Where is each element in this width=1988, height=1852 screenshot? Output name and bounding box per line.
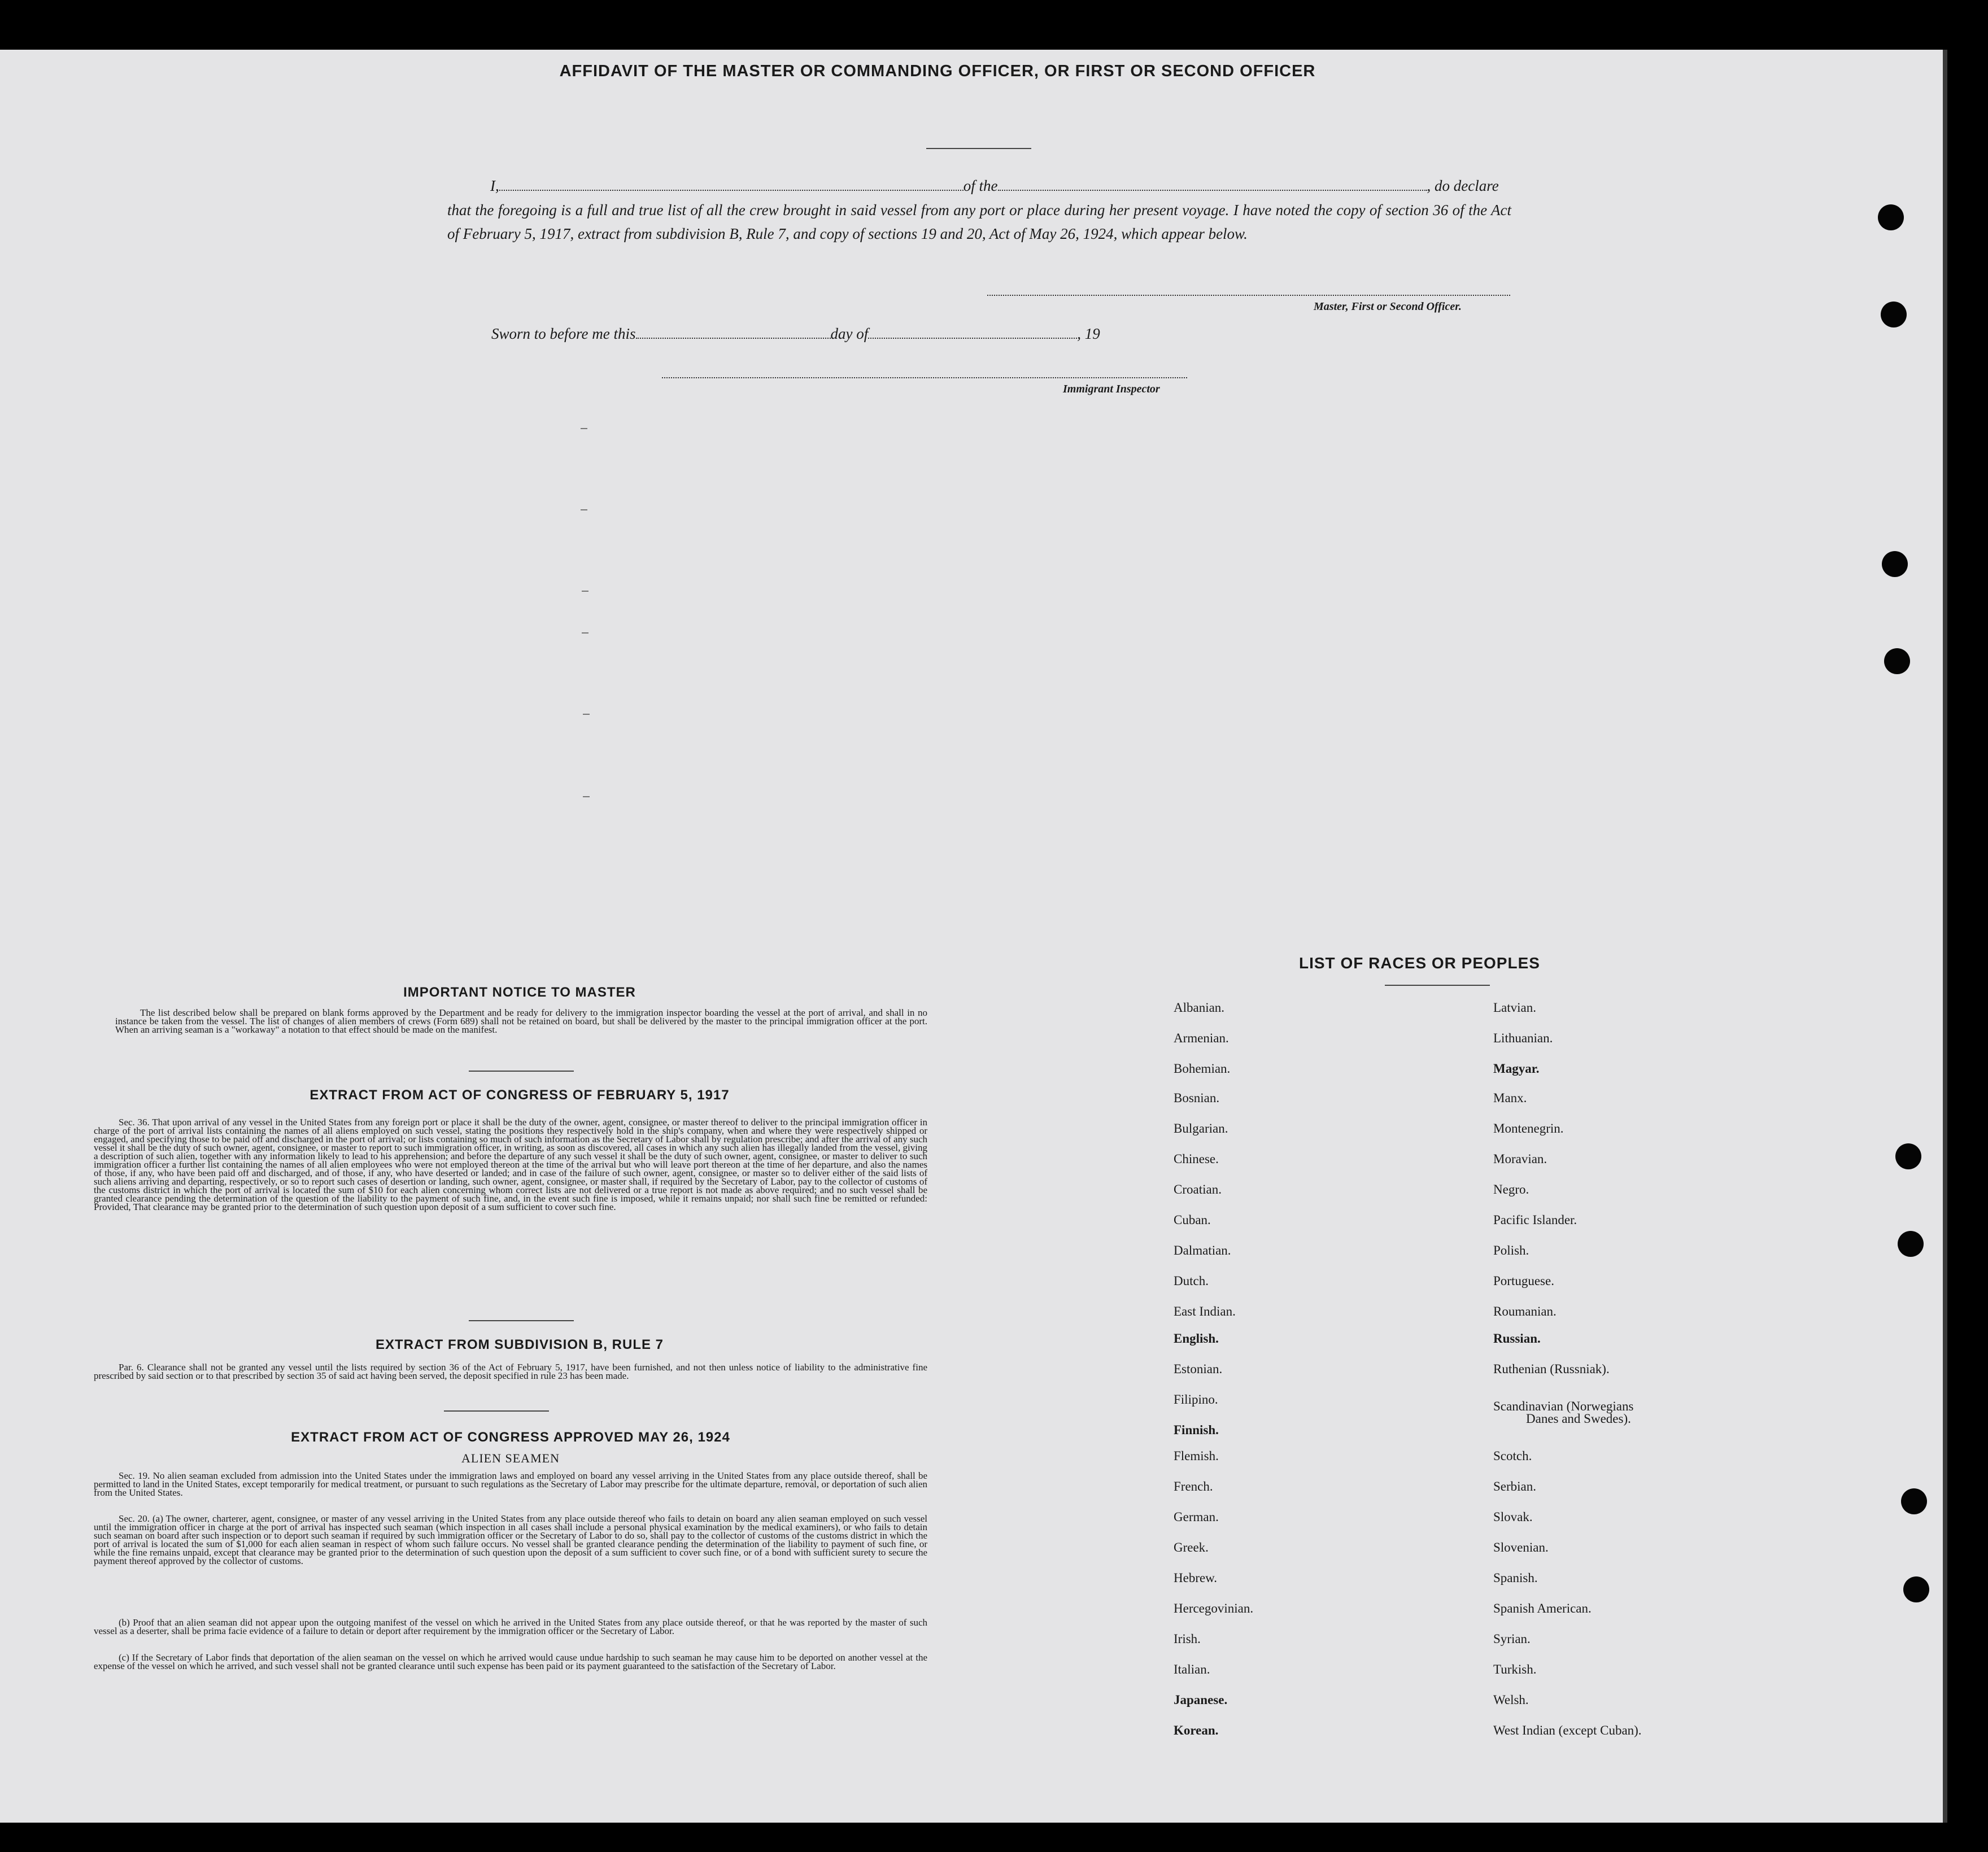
page-edge: [1943, 50, 1947, 1823]
race-item: Bulgarian.: [1174, 1121, 1228, 1135]
race-item: Spanish American.: [1493, 1601, 1592, 1615]
rule-7-text: Par. 6. Clearance shall not be granted any vessel until the lists required by section 36 of the Act of February 5, 1917, have been furnished, and not then unless notice of liability to the administrative fine prescribed by said section or to that prescribed by section 35 of said act having been served, the deposit specified in rule 23 has been made.: [94, 1362, 927, 1381]
race-item: Hercegovinian.: [1174, 1601, 1254, 1615]
punch-hole: [1878, 204, 1904, 230]
punch-hole: [1884, 648, 1910, 674]
register-mark: [581, 428, 587, 429]
race-item: Russian.: [1493, 1331, 1541, 1346]
declaration-text: that the foregoing is a full and true list of all the crew brought in said vessel from any port or place during her present voyage. I have noted the copy of section 36 of the Act of February 5, 1917, extract from subdivision B, Rule 7, and copy of sections 19 and 20, Act of May 26, 1924, which appear below.: [447, 202, 1511, 242]
race-item: Bosnian.: [1174, 1091, 1220, 1105]
race-item: Flemish.: [1174, 1449, 1219, 1463]
sec-20b-text: (b) Proof that an alien seaman did not appear upon the outgoing manifest of the vessel on which he arrived in the United States from any place outside thereof, or that he was reported by the master of such vessel as a deserter, shall be prima facie evidence of a failure to detain or deport after requirement by the immigration officer or the Secretary of Labor.: [94, 1617, 927, 1636]
punch-hole: [1901, 1488, 1927, 1514]
race-item: Irish.: [1174, 1632, 1201, 1646]
race-item: Dalmatian.: [1174, 1243, 1231, 1257]
race-item: Polish.: [1493, 1243, 1529, 1257]
rule-7-title: EXTRACT FROM SUBDIVISION B, RULE 7: [375, 1337, 664, 1352]
race-item: Magyar.: [1493, 1062, 1540, 1076]
race-item: Cuban.: [1174, 1213, 1211, 1227]
day-of-label: day of: [830, 325, 869, 342]
race-item: Slovak.: [1493, 1510, 1533, 1524]
sec-20a-text: Sec. 20. (a) The owner, charterer, agent, consignee, or master of any vessel arriving in the United States from any place outside thereof who fails to detain on board any alien seaman employed on such vessel until the immigration officer in charge at the port of arrival has inspected such seaman (which inspection in all cases shall include a personal physical examination by the medical examiners), or who fails to detain such seaman on board after such inspection or to deport such seaman if required by such immigration officer or the Secretary of Labor to do so, shall pay to the collector of customs of the customs district in which the port of arrival is located the sum of $1,000 for each alien seaman in respect of whom such failure occurs. No vessel shall be granted clearance pending the determination of the liability to payment of such fine, or while the fine remains unpaid, except that clearance may be granted prior to the determination of such question upon the deposit of a sum sufficient to cover such fine, or of a bond with sufficient surety to secure the payment thereof approved by the collector of customs.: [94, 1513, 927, 1566]
punch-hole: [1881, 302, 1907, 327]
register-mark: [582, 632, 588, 634]
punch-hole: [1903, 1576, 1929, 1602]
section-divider: [444, 1410, 549, 1412]
race-item: German.: [1174, 1510, 1219, 1524]
punch-hole: [1898, 1231, 1924, 1257]
races-title: LIST OF RACES OR PEOPLES: [1299, 954, 1540, 972]
register-mark: [583, 796, 590, 797]
race-item: Syrian.: [1493, 1632, 1531, 1646]
races-divider: [1385, 985, 1490, 986]
vessel-name-field[interactable]: [998, 177, 1427, 191]
officer-name-field[interactable]: [499, 177, 964, 191]
master-signature-label: Master, First or Second Officer.: [1314, 300, 1462, 313]
punch-hole: [1895, 1143, 1921, 1169]
sec-20c-text: (c) If the Secretary of Labor finds that deportation of the alien seaman on the vessel on which he arrived would cause undue hardship to such seaman he may cause him to be deported on another vessel at the expense of the vessel on which he arrived, and such vessel shall not be granted clearance until such expense has been paid or its payment guaranteed to the satisfaction of the Secretary of Labor.: [94, 1652, 927, 1671]
extract-1917-text: Sec. 36. That upon arrival of any vessel in the United States from any foreign port or place it shall be the duty of the owner, agent, consignee, or master thereof to deliver to the principal immigration officer in charge of the port of arrival lists containing the names of all aliens employed on such vessel, stating the positions they respectively hold in the ship's company, when and where they were respectively shipped or engaged, and specifying those to be paid off and discharged in the port of arrival; or lists containing so much of such information as the Secretary of Labor shall by regulation prescribe; and after the arrival of any such vessel it shall be the duty of such owner, agent, consignee, or master to report to such immigration officer, in writing, as soon as discovered, all cases in which any such alien has illegally landed from the vessel, giving a description of such alien, together with any information likely to lead to his apprehension; and before the departure of any such vessel it shall be the duty of such owner, agent, consignee, or master to deliver to such immigration officer a further list containing the names of all alien employees who were not employed thereon at the time of the arrival but who will leave port thereon at the time of her departure, and also the names of those, if any, who have been paid off and discharged, and of those, if any, who have deserted or landed; and in case of the failure of such owner, agent, consignee, or master so to deliver either of the said lists of such aliens arriving and departing, respectively, or so to report such cases of desertion or landing, such owner, agent, consignee, or master shall, if required by the Secretary of Labor, pay to the collector of customs of the customs district in which the port of arrival is located the sum of $10 for each alien concerning whom correct lists are not delivered or a true report is not made as above required; and no such vessel shall be granted clearance pending the determination of the question of the liability to the payment of such fine, and, in the event such fine is imposed, while it remains unpaid; nor shall such fine be remitted or refunded: Provided, That clearance may be granted prior to the determination of such question upon deposit of a sum sufficient to cover such fine.: [94, 1117, 927, 1212]
year-label: , 19: [1077, 325, 1100, 342]
race-item: East Indian.: [1174, 1304, 1236, 1318]
race-item: English.: [1174, 1331, 1219, 1346]
race-item: Hebrew.: [1174, 1571, 1218, 1585]
master-signature-line[interactable]: [987, 295, 1510, 296]
race-item: Italian.: [1174, 1662, 1210, 1676]
inspector-signature-label: Immigrant Inspector: [1063, 383, 1160, 395]
race-item: Welsh.: [1493, 1693, 1529, 1707]
section-divider: [469, 1071, 574, 1072]
race-item: Ruthenian (Russniak).: [1493, 1362, 1610, 1376]
race-item: Lithuanian.: [1493, 1031, 1553, 1045]
race-item: Pacific Islander.: [1493, 1213, 1577, 1227]
notice-title: IMPORTANT NOTICE TO MASTER: [403, 985, 636, 1000]
race-item: Korean.: [1174, 1723, 1219, 1737]
race-item: Scandinavian (Norwegians: [1493, 1399, 1634, 1413]
race-item: Latvian.: [1493, 1001, 1536, 1015]
race-item: French.: [1174, 1479, 1213, 1493]
inspector-signature-line[interactable]: [662, 377, 1187, 378]
race-item: Greek.: [1174, 1540, 1209, 1554]
race-item: Negro.: [1493, 1182, 1529, 1196]
extract-1917-title: EXTRACT FROM ACT OF CONGRESS OF FEBRUARY 5, 1917: [309, 1087, 730, 1103]
title-divider: [926, 148, 1031, 149]
affidavit-title: AFFIDAVIT OF THE MASTER OR COMMANDING OFFICER, OR FIRST OR SECOND OFFICER: [559, 62, 1316, 80]
extract-1924-title: EXTRACT FROM ACT OF CONGRESS APPROVED MAY 26, 1924: [291, 1430, 730, 1445]
race-item: Dutch.: [1174, 1274, 1209, 1288]
of-the-label: of the: [963, 177, 998, 194]
race-item: Bohemian.: [1174, 1062, 1231, 1076]
race-item: Slovenian.: [1493, 1540, 1549, 1554]
race-item: Scotch.: [1493, 1449, 1532, 1463]
sworn-day-field[interactable]: [636, 325, 831, 339]
race-item: Armenian.: [1174, 1031, 1229, 1045]
race-item: Portuguese.: [1493, 1274, 1554, 1288]
race-item: Finnish.: [1174, 1423, 1219, 1437]
race-item: Roumanian.: [1493, 1304, 1557, 1318]
sworn-line: [491, 325, 1100, 343]
race-item: Japanese.: [1174, 1693, 1228, 1707]
declaration-line: [490, 177, 1499, 195]
race-item: Danes and Swedes).: [1526, 1412, 1631, 1426]
race-item: Estonian.: [1174, 1362, 1223, 1376]
race-item: West Indian (except Cuban).: [1493, 1723, 1642, 1737]
race-item: Montenegrin.: [1493, 1121, 1564, 1135]
race-item: Croatian.: [1174, 1182, 1222, 1196]
register-mark: [582, 591, 588, 592]
race-item: Moravian.: [1493, 1152, 1547, 1166]
race-item: Chinese.: [1174, 1152, 1219, 1166]
register-mark: [581, 509, 587, 510]
race-item: Spanish.: [1493, 1571, 1538, 1585]
race-item: Albanian.: [1174, 1001, 1225, 1015]
section-divider: [469, 1320, 574, 1321]
i-label: I,: [490, 177, 499, 194]
extract-1924-subtitle: ALIEN SEAMEN: [461, 1451, 560, 1465]
race-item: Manx.: [1493, 1091, 1527, 1105]
race-item: Turkish.: [1493, 1662, 1537, 1676]
race-item: Filipino.: [1174, 1392, 1218, 1407]
register-mark: [583, 714, 590, 715]
sec-19-text: Sec. 19. No alien seaman excluded from admission into the United States under the immigration laws and employed on board any vessel arriving in the United States from any place outside thereof, shall be permitted to land in the United States, except temporarily for medical treatment, or pursuant to such regulations as the Secretary of Labor may prescribe for the ultimate departure, removal, or deportation of such alien from the United States.: [94, 1470, 927, 1498]
race-item: Serbian.: [1493, 1479, 1537, 1493]
punch-hole: [1882, 551, 1908, 577]
sworn-prefix: Sworn to before me this: [491, 325, 636, 342]
notice-text: The list described below shall be prepared on blank forms approved by the Department and be ready for delivery to the immigration inspector boarding the vessel at the port of arrival, and shall in no instance be taken from the vessel. The list of changes of alien members of crews (Form 689) shall not be retained on board, but shall be delivered by the master to the principal immigration officer at the port. When an arriving seaman is a "workaway" a notation to that effect should be made on the manifest.: [115, 1007, 927, 1035]
sworn-month-field[interactable]: [868, 325, 1077, 339]
do-declare-label: , do declare: [1427, 177, 1499, 194]
